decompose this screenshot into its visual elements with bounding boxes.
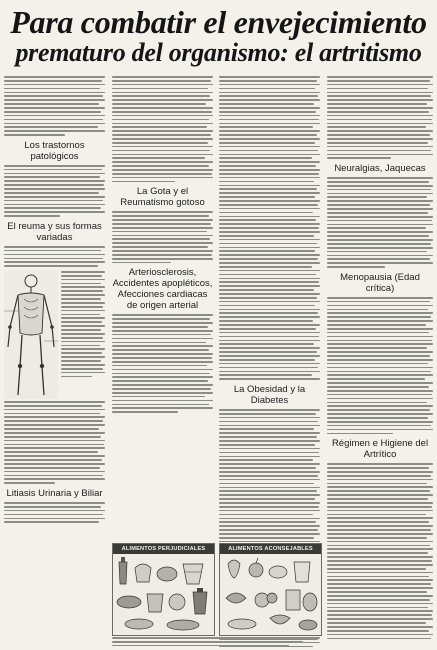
heading-trastornos: Los trastornos patológicos (24, 139, 85, 162)
heading-menopausia: Menopausia (Edad crítica) (340, 271, 420, 294)
headline-line-1: Para combatir el envejecimiento (10, 4, 427, 40)
recommended-foods-drawing (220, 554, 321, 634)
reuma-paragraph-2 (4, 401, 105, 484)
neuralgias-paragraph (327, 177, 433, 268)
heading-regimen: Régimen e Higiene del Artrítico (331, 438, 429, 461)
heading-reuma: El reuma y sus formas variadas (7, 220, 102, 243)
reuma-paragraph (4, 246, 105, 267)
litiasis-paragraph (4, 502, 105, 523)
col2-paragraph-1 (112, 76, 213, 182)
heading-neuralgias: Neuralgias, Jaquecas (334, 163, 426, 175)
column-4 (327, 74, 433, 650)
arterio-paragraph (112, 314, 213, 413)
anatomy-figure-illustration (4, 271, 58, 399)
trastornos-paragraph (4, 165, 105, 217)
harmful-foods-illustration (112, 543, 215, 636)
menopausia-paragraph (327, 297, 433, 434)
bottom-strip (112, 637, 320, 646)
reuma-figure-block (4, 271, 105, 399)
gota-paragraph (112, 211, 213, 263)
harmful-foods-drawing (113, 554, 214, 634)
col4-paragraph-1 (327, 76, 433, 159)
recommended-foods-illustration (219, 543, 322, 636)
column-1 (4, 74, 105, 650)
heading-litiasis: Litiasis Urinaria y Biliar (6, 488, 103, 499)
regimen-paragraph (327, 463, 433, 639)
heading-arterio: Arteriosclerosis, Accidentes apopléticos, Afecciones cardiacas de origen arterial (112, 267, 213, 312)
headline-line-2: prematuro del organismo: el artritismo (15, 38, 422, 67)
heading-obesidad: La Obesidad y la Diabetes (233, 384, 306, 406)
heading-gota: La Gota y el Reumatismo gotoso (120, 186, 205, 209)
intro-paragraph (4, 76, 105, 136)
recommended-foods-title: ALIMENTOS ACONSEJABLES (220, 544, 321, 554)
harmful-foods-title: ALIMENTOS PERJUDICIALES (113, 544, 214, 554)
